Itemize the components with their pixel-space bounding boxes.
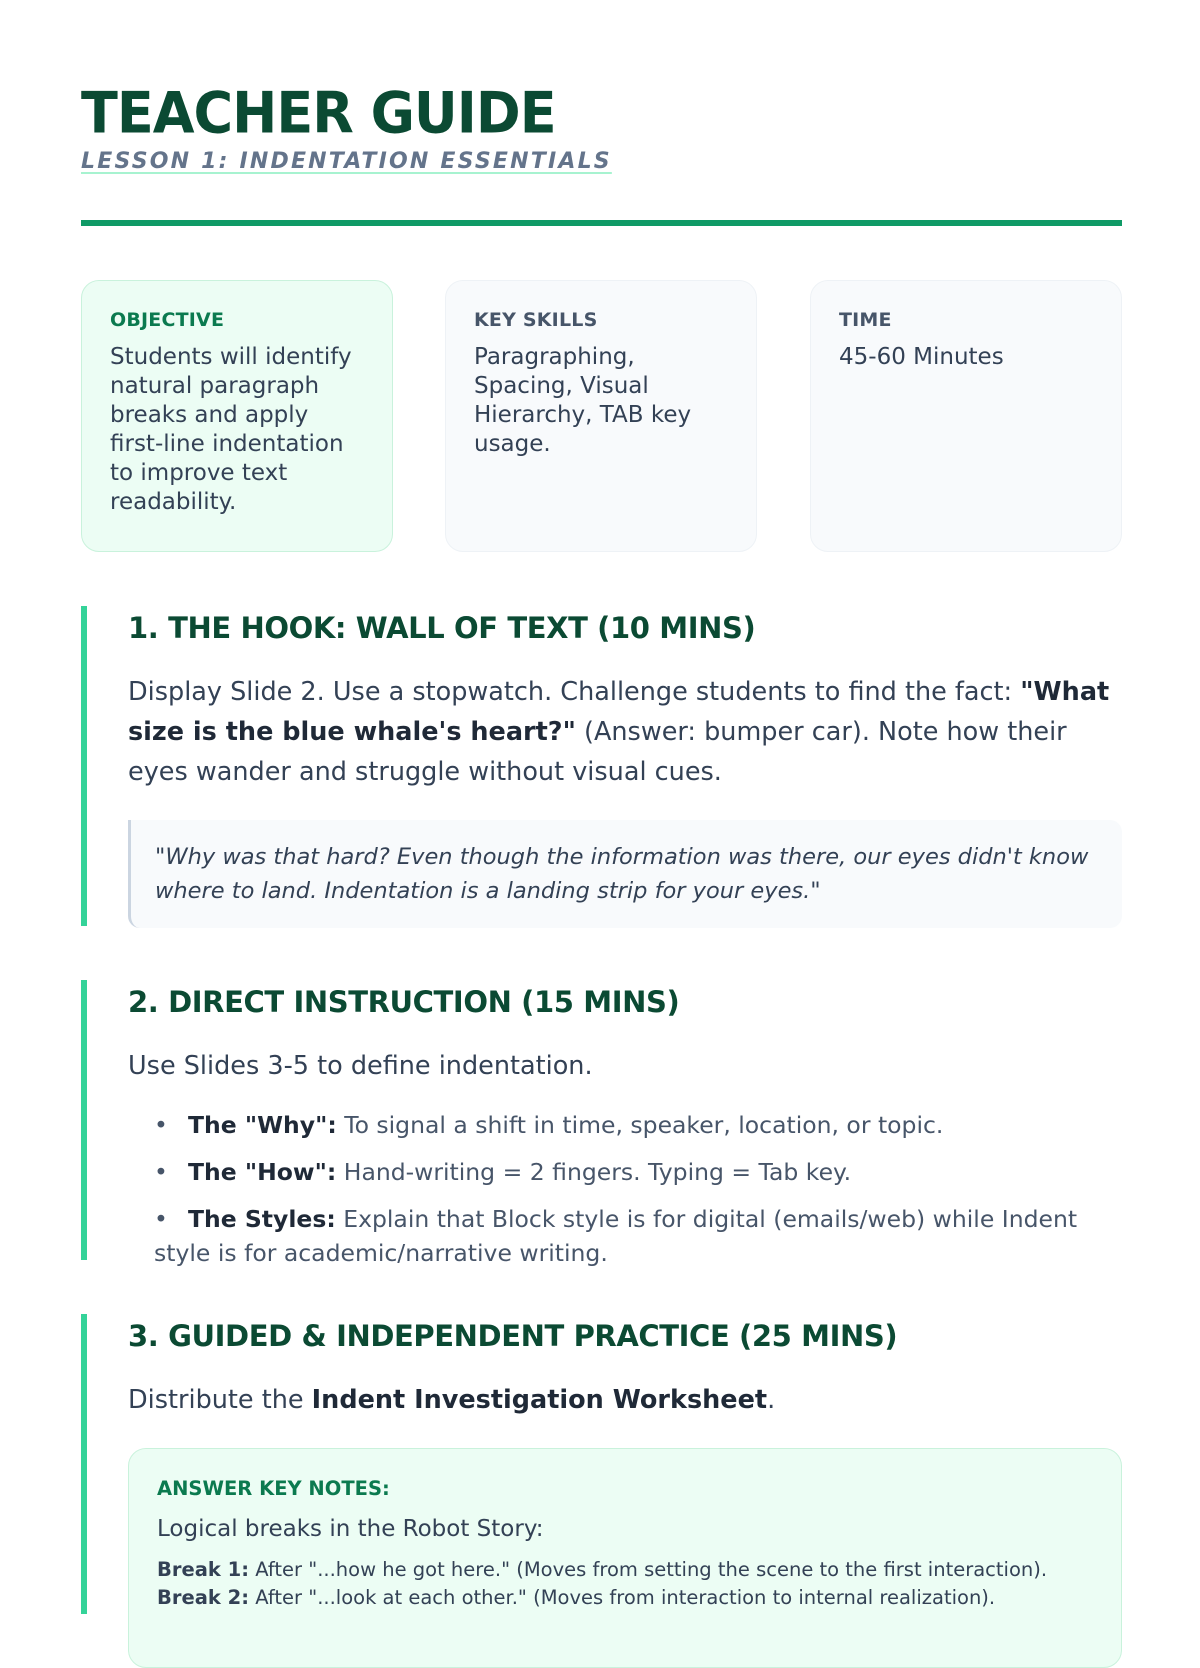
- section-practice: [81, 1314, 1122, 1614]
- list-item: [154, 1202, 1122, 1270]
- time-text: 45-60 Minutes: [839, 344, 1004, 370]
- list-item-heading: The "Why":: [188, 1111, 337, 1139]
- break-label: Break 2:: [157, 1586, 249, 1609]
- teacher-quote: "Why was that hard? Even though the information was there, our eyes didn't know where to land. Indentation is a landing strip for your eyes.": [128, 820, 1122, 928]
- break-label: Break 1:: [157, 1558, 249, 1581]
- header-divider: [81, 220, 1122, 226]
- list-item: [154, 1155, 1122, 1189]
- answer-break-1: [157, 1556, 1093, 1584]
- answer-key-box: [128, 1448, 1122, 1668]
- key-skills-card: [445, 280, 757, 552]
- lesson-subtitle: LESSON 1: INDENTATION ESSENTIALS: [81, 149, 612, 174]
- section-hook-paragraph: [128, 672, 1122, 792]
- practice-intro: [128, 1380, 1122, 1420]
- list-item-text: Hand-writing = 2 fingers. Typing = Tab key.: [336, 1158, 852, 1186]
- answer-break-2: [157, 1584, 1093, 1612]
- break-text: After "...how he got here." (Moves from setting the scene to the first interaction).: [249, 1558, 1048, 1581]
- worksheet-name: Indent Investigation Worksheet: [311, 1385, 768, 1415]
- section-direct-instruction-title: 2. DIRECT INSTRUCTION (15 MINS): [128, 985, 680, 1019]
- section-hook: [81, 606, 1122, 926]
- overview-cards: [81, 280, 1122, 552]
- answer-key-label: ANSWER KEY NOTES:: [157, 1477, 390, 1500]
- objective-text: Students will identify natural paragraph breaks and apply first-line indentation to improve text readability.: [110, 344, 352, 515]
- list-item-text: Explain that Block style is for digital (emails/web) while Indent style is for academic/narrative writing.: [154, 1205, 1078, 1267]
- key-skills-text: Paragraphing, Spacing, Visual Hierarchy, TAB key usage.: [474, 344, 692, 457]
- direct-instruction-intro: Use Slides 3-5 to define indentation.: [128, 1051, 593, 1081]
- list-item: [154, 1108, 1122, 1142]
- practice-intro-end: .: [767, 1385, 776, 1415]
- list-item-heading: The "How":: [188, 1158, 337, 1186]
- time-label: TIME: [839, 309, 892, 331]
- section-practice-title: 3. GUIDED & INDEPENDENT PRACTICE (25 MINS): [128, 1319, 898, 1353]
- list-item-text: To signal a shift in time, speaker, location, or topic.: [336, 1111, 944, 1139]
- break-text: After "...look at each other." (Moves from interaction to internal realization).: [249, 1586, 996, 1609]
- hook-text-start: Display Slide 2. Use a stopwatch. Challenge students to find the fact:: [128, 677, 1021, 707]
- time-card: [810, 280, 1122, 552]
- hook-question: "What size is the blue whale's heart?": [128, 677, 1110, 747]
- list-item-heading: The Styles:: [188, 1205, 336, 1233]
- instruction-list: [128, 1108, 1122, 1270]
- section-hook-title: 1. THE HOOK: WALL OF TEXT (10 MINS): [128, 611, 756, 645]
- hook-text-end: (Answer: bumper car). Note how their eyes wander and struggle without visual cues.: [128, 717, 1067, 787]
- section-direct-instruction: [81, 980, 1122, 1267]
- practice-intro-start: Distribute the: [128, 1385, 312, 1415]
- key-skills-label: KEY SKILLS: [474, 309, 598, 331]
- page-title: TEACHER GUIDE: [81, 80, 556, 147]
- objective-label: OBJECTIVE: [110, 309, 225, 331]
- objective-card: [81, 280, 393, 552]
- answer-key-intro: Logical breaks in the Robot Story:: [157, 1516, 544, 1542]
